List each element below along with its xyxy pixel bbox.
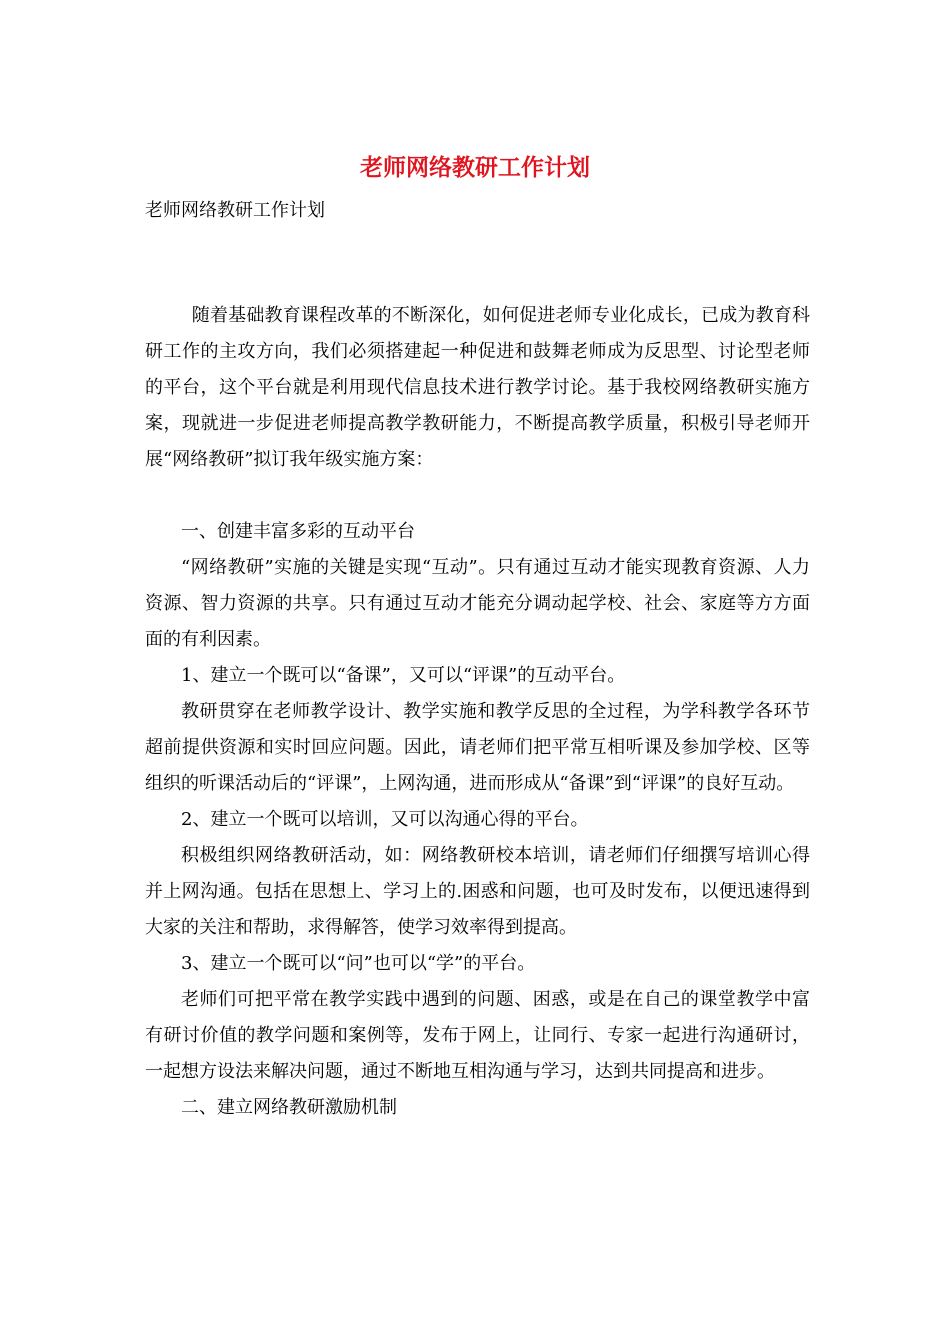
body-paragraph: 教研贯穿在老师教学设计、教学实施和教学反思的全过程，为学科教学各环节超前提供资源和实时回应问题。因此，请老师们把平常互相听课及参加学校、区等组织的听课活动后的“评课”，上网沟通，进而形成从“备课”到“评课”的良好互动。: [145, 701, 810, 794]
subsection-heading-3: 3、建立一个既可以“问”也可以“学”的平台。: [181, 953, 536, 974]
document-body: [145, 298, 810, 1126]
section-heading-1: 一、创建丰富多彩的互动平台: [181, 521, 415, 542]
subsection-heading-1: 1、建立一个既可以“备课”，又可以“评课”的互动平台。: [181, 665, 626, 686]
paragraph-gap: [145, 478, 810, 514]
body-paragraph: “网络教研”实施的关键是实现“互动”。只有通过互动才能实现教育资源、人力资源、智力资源的共享。只有通过互动才能充分调动起学校、社会、家庭等方方面面的有利因素。: [145, 557, 810, 650]
subsection-heading-2: 2、建立一个既可以培训，又可以沟通心得的平台。: [181, 809, 589, 830]
section-heading-2: 二、建立网络教研激励机制: [181, 1097, 397, 1118]
intro-paragraph: 随着基础教育课程改革的不断深化，如何促进老师专业化成长，已成为教育科研工作的主攻方向，我们必须搭建起一种促进和鼓舞老师成为反思型、讨论型老师的平台，这个平台就是利用现代信息技术进行教学讨论。基于我校网络教研实施方案，现就进一步促进老师提高教学教研能力，不断提高教学质量，积极引导老师开展“网络教研”拟订我年级实施方案：: [145, 305, 810, 470]
body-paragraph: 积极组织网络教研活动，如：网络教研校本培训，请老师们仔细撰写培训心得并上网沟通。包括在思想上、学习上的.困惑和问题，也可及时发布，以便迅速得到大家的关注和帮助，求得解答，使学习效率得到提高。: [145, 845, 810, 938]
body-paragraph: 老师们可把平常在教学实践中遇到的问题、困惑，或是在自己的课堂教学中富有研讨价值的教学问题和案例等，发布于网上，让同行、专家一起进行沟通研讨，一起想方设法来解决问题，通过不断地互相沟通与学习，达到共同提高和进步。: [145, 989, 810, 1082]
document-subtitle: 老师网络教研工作计划: [145, 200, 325, 221]
document-title: 老师网络教研工作计划: [360, 154, 590, 181]
